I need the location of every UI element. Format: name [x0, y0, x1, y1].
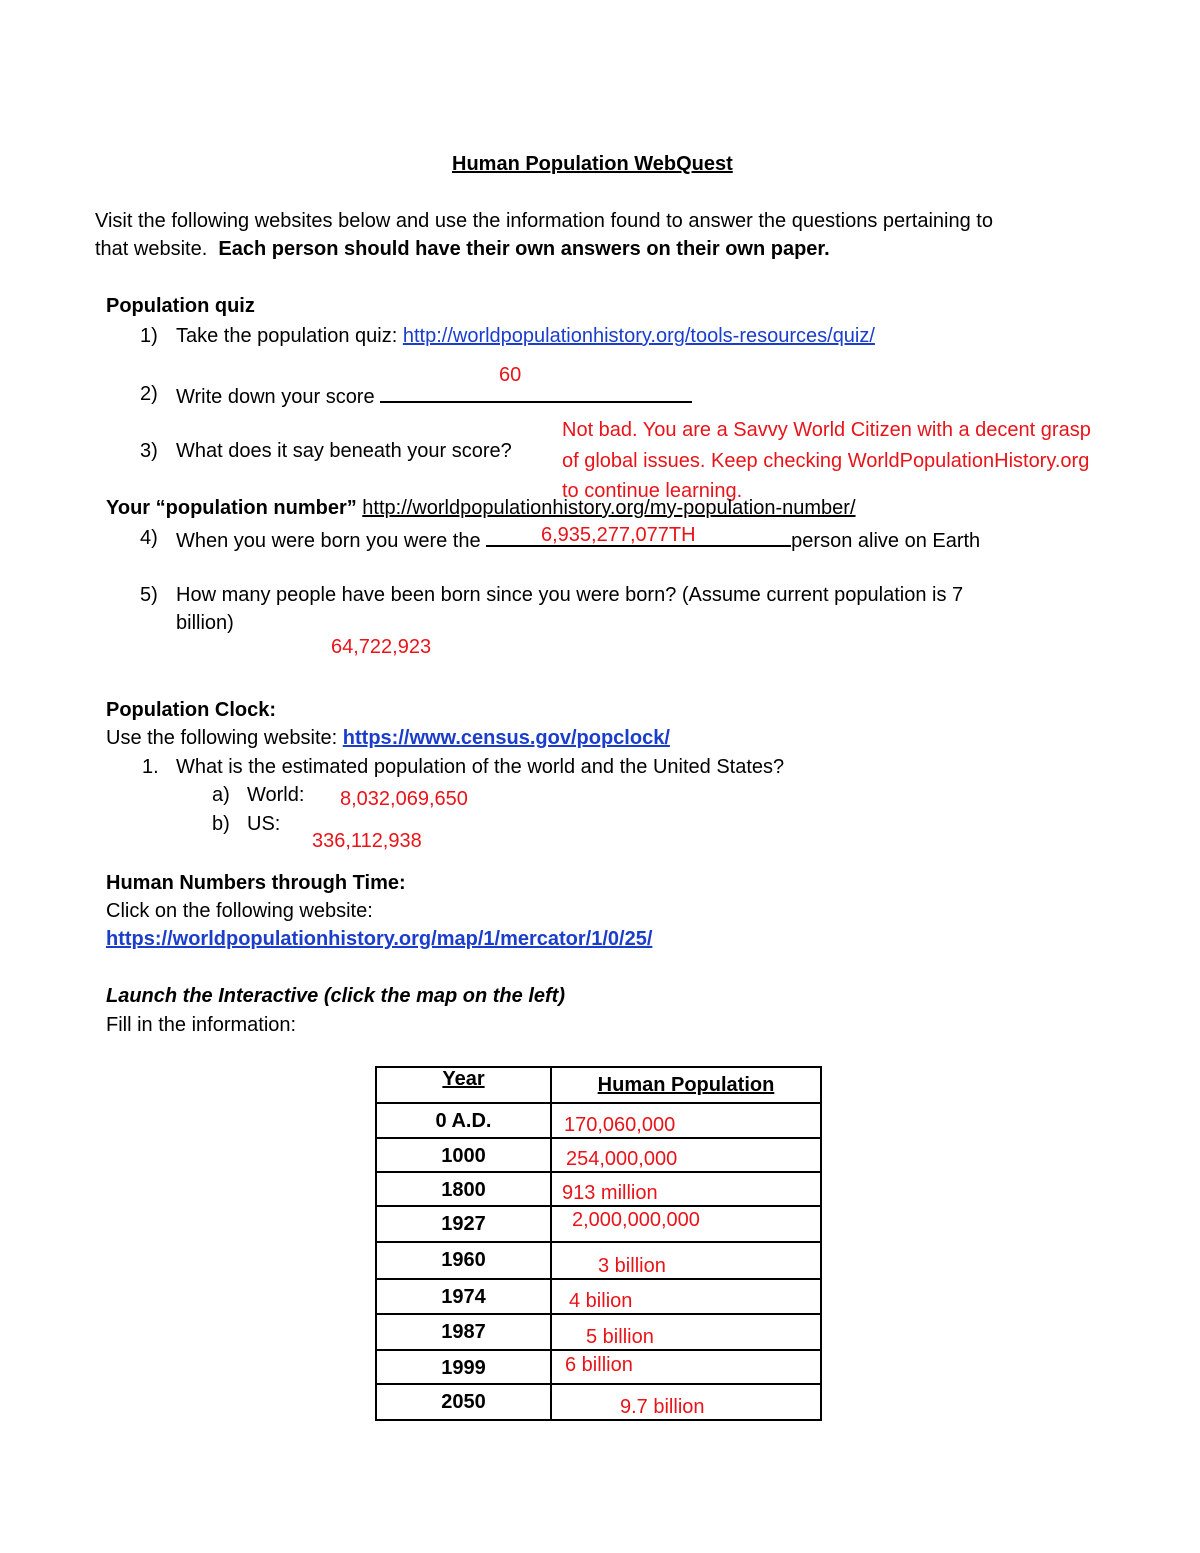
- popnumber-q4-number: 4): [140, 527, 158, 549]
- population-answer: 254,000,000: [566, 1148, 678, 1170]
- us-population-answer: 336,112,938: [312, 830, 422, 852]
- popnumber-heading: [106, 497, 856, 520]
- quiz-link[interactable]: http://worldpopulationhistory.org/tools-resources/quiz/: [402, 325, 875, 347]
- clock-a-text: World:: [247, 784, 305, 806]
- clock-a-label: a): [212, 784, 230, 806]
- table-header-row: [376, 1067, 821, 1103]
- year-cell: 1974: [376, 1279, 551, 1314]
- table-row: [376, 1384, 821, 1420]
- year-cell: 1987: [376, 1314, 551, 1350]
- quiz-q1: [176, 325, 875, 348]
- census-link[interactable]: https://www.census.gov/popclock/: [342, 727, 670, 749]
- population-cell: [551, 1279, 821, 1314]
- population-cell: [551, 1384, 821, 1420]
- year-cell: 1927: [376, 1206, 551, 1242]
- population-answer: 5 billion: [586, 1326, 654, 1348]
- year-cell: 2050: [376, 1384, 551, 1420]
- quiz-q3-answer-line-3: to continue learning.: [562, 480, 743, 502]
- intro-line-2-plain: that website.: [95, 238, 208, 260]
- col-pop-header: Human Population: [551, 1067, 821, 1103]
- popnumber-q4-text-a: When you were born you were the: [176, 530, 481, 552]
- popnumber-link[interactable]: http://worldpopulationhistory.org/my-population-number/: [362, 497, 856, 519]
- table-row: [376, 1206, 821, 1242]
- quiz-q1-number: 1): [140, 325, 158, 347]
- population-answer: 4 bilion: [569, 1290, 633, 1312]
- map-link[interactable]: https://worldpopulationhistory.org/map/1/mercator/1/0/25/: [106, 928, 653, 950]
- year-cell: 1999: [376, 1350, 551, 1384]
- population-answer: 2,000,000,000: [572, 1209, 700, 1231]
- population-answer: 9.7 billion: [620, 1396, 705, 1418]
- popnumber-q4: [176, 527, 980, 553]
- intro-line-2-bold: Each person should have their own answers on their own paper.: [218, 238, 830, 260]
- col-year-header: Year: [376, 1067, 551, 1103]
- score-blank: [380, 383, 692, 403]
- page-title: Human Population WebQuest: [452, 153, 733, 175]
- year-cell: 1960: [376, 1242, 551, 1279]
- quiz-heading: Population quiz: [106, 295, 255, 317]
- clock-q1-text: What is the estimated population of the world and the United States?: [176, 756, 785, 778]
- popnumber-q5-number: 5): [140, 584, 158, 606]
- table-row: [376, 1242, 821, 1279]
- popnumber-q4-text-b: person alive on Earth: [791, 530, 981, 552]
- clock-q1-number: 1.: [142, 756, 159, 778]
- population-table: [375, 1066, 822, 1421]
- table-row: [376, 1350, 821, 1384]
- world-population-answer: 8,032,069,650: [340, 788, 468, 810]
- population-cell: [551, 1350, 821, 1384]
- clock-heading: Population Clock:: [106, 699, 276, 721]
- table-row: [376, 1279, 821, 1314]
- launch-instruction: Launch the Interactive (click the map on the left): [106, 985, 565, 1007]
- quiz-q1-text: Take the population quiz:: [176, 325, 398, 347]
- quiz-q2-number: 2): [140, 383, 158, 405]
- quiz-q3-text: What does it say beneath your score?: [176, 440, 512, 462]
- population-answer: 170,060,000: [564, 1114, 676, 1136]
- year-cell: 1800: [376, 1172, 551, 1206]
- popnumber-q5-answer: 64,722,923: [331, 636, 432, 658]
- popnumber-heading-text: Your “population number”: [106, 497, 357, 519]
- year-cell: 0 A.D.: [376, 1103, 551, 1138]
- quiz-q2-text: Write down your score: [176, 386, 375, 408]
- clock-b-label: b): [212, 813, 230, 835]
- population-cell: [551, 1206, 821, 1242]
- population-cell: [551, 1138, 821, 1172]
- fill-instruction: Fill in the information:: [106, 1014, 297, 1036]
- table-row: [376, 1172, 821, 1206]
- population-cell: [551, 1314, 821, 1350]
- quiz-q3-answer-line-1: Not bad. You are a Savvy World Citizen with a decent grasp: [562, 419, 1091, 441]
- population-answer: 3 billion: [598, 1255, 666, 1277]
- clock-use: [106, 727, 670, 750]
- quiz-score-answer: 60: [499, 364, 522, 386]
- year-cell: 1000: [376, 1138, 551, 1172]
- population-number-blank: [486, 527, 791, 547]
- population-cell: [551, 1172, 821, 1206]
- popnumber-q5-text-line-2: billion): [176, 612, 234, 634]
- clock-use-text: Use the following website:: [106, 727, 338, 749]
- table-row: [376, 1103, 821, 1138]
- population-cell: [551, 1242, 821, 1279]
- population-answer: 913 million: [562, 1182, 658, 1204]
- quiz-q2: [176, 383, 692, 409]
- table-row: [376, 1138, 821, 1172]
- intro-line-2: [95, 238, 830, 261]
- population-cell: [551, 1103, 821, 1138]
- population-answer: 6 billion: [565, 1354, 633, 1376]
- time-click-text: Click on the following website:: [106, 900, 373, 922]
- quiz-q3-number: 3): [140, 440, 158, 462]
- clock-b-text: US:: [247, 813, 281, 835]
- time-heading: Human Numbers through Time:: [106, 872, 406, 894]
- popnumber-q5-text-line-1: How many people have been born since you were born? (Assume current population is 7: [176, 584, 964, 606]
- quiz-q3-answer-line-2: of global issues. Keep checking WorldPopulationHistory.org: [562, 450, 1090, 472]
- popnumber-q4-answer: 6,935,277,077TH: [541, 524, 696, 546]
- intro-line-1: Visit the following websites below and use the information found to answer the questions pertaining to: [95, 210, 993, 232]
- table-row: [376, 1314, 821, 1350]
